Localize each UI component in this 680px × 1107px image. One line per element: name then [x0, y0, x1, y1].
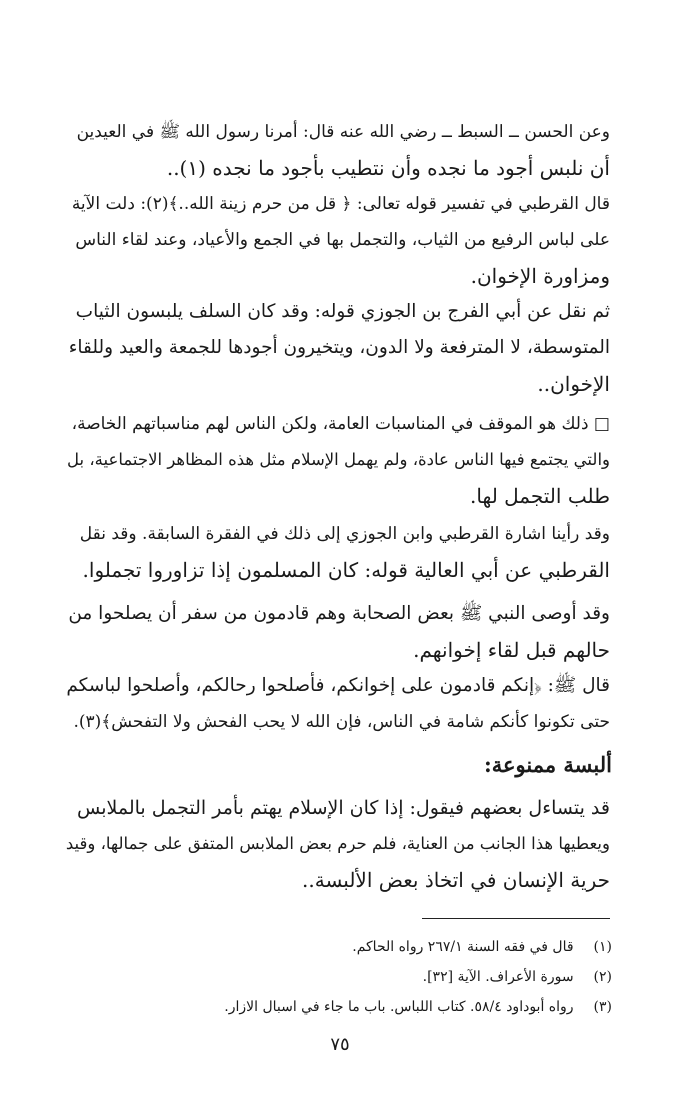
paragraph-hasan-narration [65, 114, 610, 186]
paragraph-ibn-jawzi [65, 294, 610, 402]
footnote-number: (٢) [593, 969, 612, 985]
paragraph-prophet-advice [65, 596, 610, 668]
footnote-divider [422, 918, 610, 919]
text-line: حرية الإنسان في اتخاذ بعض الألبسة.. [302, 868, 610, 892]
footnotes [67, 932, 612, 1022]
paragraph-hadith-quote [65, 668, 610, 740]
text-line: حالهم قبل لقاء إخوانهم. [413, 638, 610, 662]
text-line: القرطبي عن أبي العالية قوله: كان المسلمون إذا تزاوروا تجملوا. [82, 558, 610, 582]
text-line: حتى تكونوا كأنكم شامة في الناس، فإن الله لا يحب الفحش ولا التفحش﴾(٣). [73, 712, 610, 732]
text-line: المتوسطة، لا المترفعة ولا الدون، ويتخيرون أجودها للجمعة والعيد وللقاء [68, 337, 610, 358]
text-line: ويعطيها هذا الجانب من العناية، فلم حرم بعض الملابس المتفق على جمالها، وقيد [65, 834, 610, 853]
text-line: طلب التجمل لها. [470, 484, 610, 508]
text-line: والتي يجتمع فيها الناس عادة، ولم يهمل الإسلام مثل هذه المظاهر الاجتماعية، بل [67, 450, 610, 469]
text-line: قد يتساءل بعضهم فيقول: إذا كان الإسلام يهتم بأمر التجمل بالملابس [77, 797, 610, 819]
section-heading: ألبسة ممنوعة: [484, 752, 612, 777]
paragraph-occasions [65, 406, 610, 514]
footnote-text: رواه أبوداود ٥٨/٤. كتاب اللباس. باب ما جاء في اسبال الازار. [224, 999, 574, 1015]
text-line: ومزاورة الإخوان. [470, 264, 610, 288]
footnote-item [67, 962, 612, 992]
footnote-number: (٣) [593, 999, 612, 1015]
footnote-text: سورة الأعراف. الآية [٣٢]. [422, 969, 574, 985]
footnote-item [67, 992, 612, 1022]
text-line: قال القرطبي في تفسير قوله تعالى: ﴿ قل من حرم زينة الله..﴾(٢): دلت الآية [71, 194, 610, 214]
text-line: ثم نقل عن أبي الفرج بن الجوزي قوله: وقد كان السلف يلبسون الثياب [75, 301, 610, 322]
text-line: أن نلبس أجود ما نجده وأن نتطيب بأجود ما نجده (١).. [166, 156, 610, 180]
footnote-item [67, 932, 612, 962]
paragraph-qurtubi-tafsir [65, 186, 610, 294]
paragraph-abu-aliya [65, 516, 610, 588]
footnote-text: قال في فقه السنة ٢٦٧/١ رواه الحاكم. [352, 939, 574, 955]
text-line: وعن الحسن ــ السبط ــ رضي الله عنه قال: أمرنا رسول الله ﷺ في العيدين [76, 122, 610, 142]
text-line: الإخوان.. [537, 372, 610, 396]
text-line: قال ﷺ: ﴿إنكم قادمون على إخوانكم، فأصلحوا رحالكم، وأصلحوا لباسكم [66, 675, 610, 696]
page-number: ٧٥ [330, 1034, 350, 1055]
footnote-number: (١) [593, 939, 612, 955]
paragraph-forbidden-garments [65, 790, 610, 898]
text-line: وقد أوصى النبي ﷺ بعض الصحابة وهم قادمون من سفر أن يصلحوا من [68, 603, 610, 624]
text-line: □ ذلك هو الموقف في المناسبات العامة، ولكن الناس لهم مناسباتهم الخاصة، [71, 414, 610, 434]
text-line: وقد رأينا اشارة القرطبي وابن الجوزي إلى ذلك في الفقرة السابقة. وقد نقل [79, 524, 610, 544]
text-line: على لباس الرفيع من الثياب، والتجمل بها في الجمع والأعياد، وعند لقاء الناس [75, 230, 610, 250]
